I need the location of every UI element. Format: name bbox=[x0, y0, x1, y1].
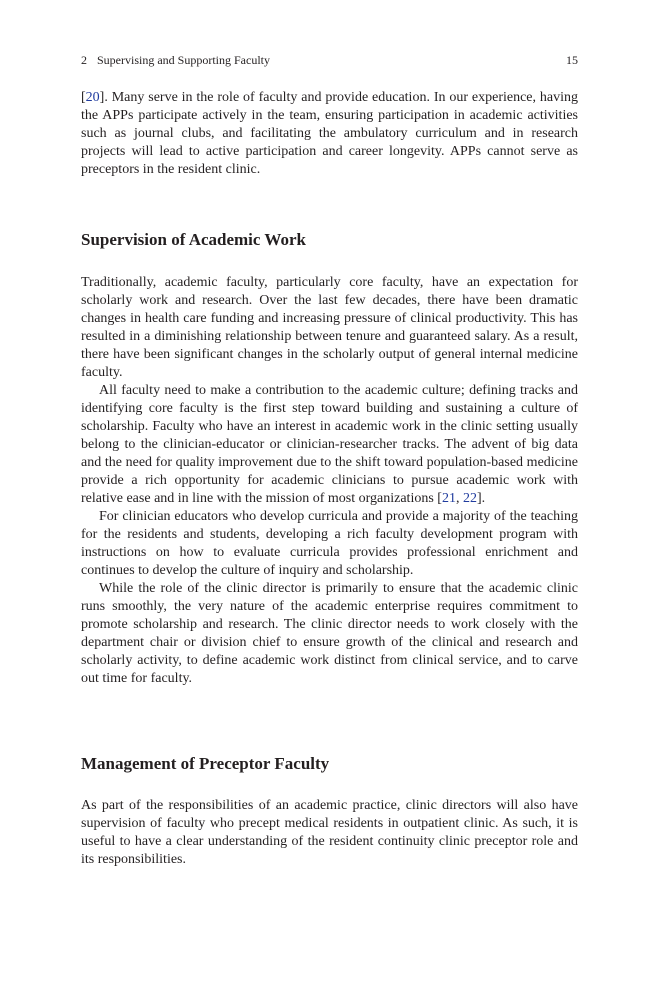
section-supervision bbox=[81, 229, 578, 251]
section-heading: Supervision of Academic Work bbox=[81, 230, 306, 249]
section-preceptor bbox=[81, 753, 578, 775]
intro-block bbox=[81, 89, 578, 179]
section-heading: Management of Preceptor Faculty bbox=[81, 754, 330, 773]
paragraph: While the role of the clinic director is primarily to ensure that the academic clinic runs smoothly, the very nature of the academic enterprise requires commitment to promote scholarship and research. The clinic director needs to work closely with the department chair or division chief to ensure growth of the clinical and research and scholarly activity, to define academic work distinct from clinical service, and to carve out time for faculty. bbox=[81, 581, 578, 686]
paragraph bbox=[81, 382, 578, 508]
citation-separator: , bbox=[455, 491, 463, 506]
paragraph: As part of the responsibilities of an academic practice, clinic directors will also have supervision of faculty who precept medical residents in outpatient clinic. As such, it is useful to have a clear understanding of the resident continuity clinic preceptor role and its responsibilities. bbox=[81, 798, 578, 867]
running-head bbox=[81, 52, 578, 68]
citation-link[interactable]: 22 bbox=[462, 491, 477, 506]
chapter-number: 2 bbox=[81, 53, 87, 67]
section-supervision-body bbox=[81, 274, 578, 688]
paragraph: For clinician educators who develop curricula and provide a majority of the teaching for the residents and students, developing a rich faculty development program with instructions on how to evaluate curricula provides professional enrichment and continues to develop the culture of inquiry and scholarship. bbox=[81, 509, 578, 578]
paragraph-text: All faculty need to make a contribution to the academic culture; defining tracks and identifying core faculty is the first step toward building and sustaining a culture of scholarship. Faculty who have an interest in academic work in the clinic setting usually belong to the clinician-educator or clinician-researcher tracks. The advent of big data and the need for quality improvement due to the shift toward population-based medicine provide a rich opportunity for academic clinicians to pursue academic work with relative ease and in line with the mission of most organizations [ bbox=[81, 383, 578, 506]
chapter-heading bbox=[81, 52, 270, 68]
paragraph: Traditionally, academic faculty, particularly core faculty, have an expectation for scholarly work and research. Over the last few decades, there have been dramatic changes in health care funding and increasing pressure of clinical productivity. This has resulted in a diminishing relationship between tenure and guaranteed salary. As a result, there have been significant changes in the scholarly output of general internal medicine faculty. bbox=[81, 275, 578, 380]
citation-link[interactable]: 20 bbox=[85, 90, 100, 105]
citation-link[interactable]: 21 bbox=[441, 491, 456, 506]
intro-text: . Many serve in the role of faculty and provide education. In our experience, having the APPs participate actively in the team, ensuring participation in academic activities such as journal clubs, and facilitating the ambulatory curriculum and in research projects will lead to active participation and career longevity. APPs cannot serve as preceptors in the resident clinic. bbox=[81, 90, 578, 177]
intro-paragraph: [20]. Many serve in the role of faculty and provide education. In our experience, having the APPs participate actively in the team, ensuring participation in academic activities such as journal clubs, and facilitating the ambulatory curriculum and in research projects will lead to active participation and career longevity. APPs cannot serve as preceptors in the resident clinic. bbox=[81, 90, 578, 177]
citation-close: ]. bbox=[476, 491, 486, 506]
chapter-title: Supervising and Supporting Faculty bbox=[97, 53, 270, 67]
page-number: 15 bbox=[566, 53, 578, 67]
section-preceptor-body bbox=[81, 797, 578, 869]
